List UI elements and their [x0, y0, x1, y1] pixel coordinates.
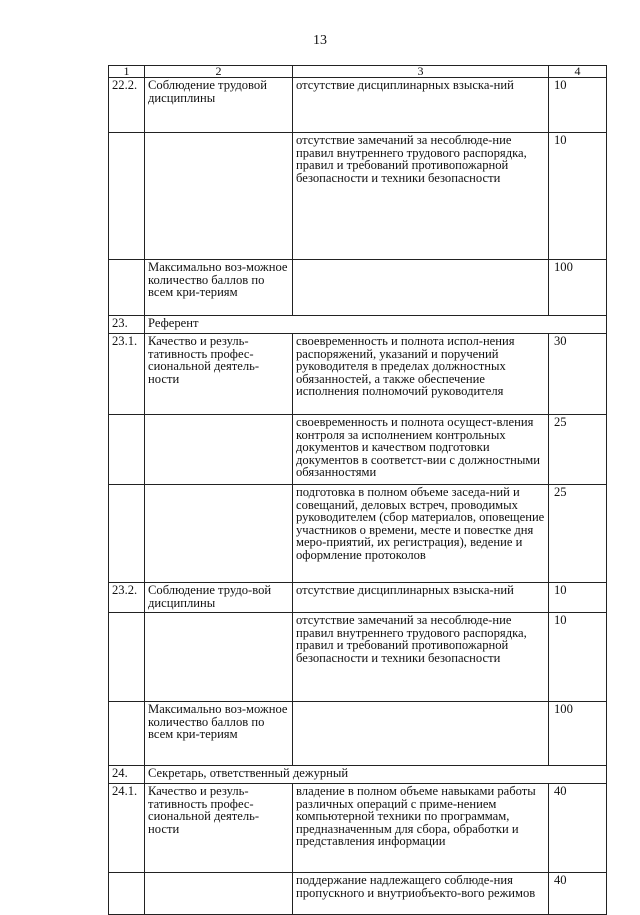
indicator-cell: владение в полном объеме навыками работы различных операций с приме-нением компьютерной техники по программам, предназначенным для сбора, обработки и представления информации: [293, 784, 549, 873]
points-cell: 100: [549, 260, 607, 316]
table-row: [109, 78, 607, 133]
criterion-cell: Качество и резуль-тативность профес-сиональной деятель-ности: [145, 784, 293, 873]
points-cell: 100: [549, 702, 607, 766]
points-cell: 10: [549, 133, 607, 260]
indicator-cell: отсутствие дисциплинарных взыска-ний: [293, 583, 549, 613]
row-number: [109, 613, 145, 702]
page-number: 13: [313, 33, 327, 48]
points-cell: 10: [549, 613, 607, 702]
points-cell: 40: [549, 784, 607, 873]
indicator-cell: [293, 702, 549, 766]
header-cell-2: 2: [145, 66, 293, 78]
indicator-cell: отсутствие замечаний за несоблюде-ние правил внутреннего трудового распорядка, правил и требований противопожарной безопасности и техники безопасности: [293, 133, 549, 260]
table-row: [109, 334, 607, 415]
row-number: 22.2.: [109, 78, 145, 133]
points-cell: 30: [549, 334, 607, 415]
indicator-cell: отсутствие замечаний за несоблюде-ние правил внутреннего трудового распорядка, правил и требований противопожарной безопасности и техники безопасности: [293, 613, 549, 702]
row-number: 23.2.: [109, 583, 145, 613]
table-row: [109, 260, 607, 316]
table-row: [109, 784, 607, 873]
table-row: [109, 583, 607, 613]
header-row: [109, 66, 607, 78]
row-number: [109, 260, 145, 316]
indicator-cell: своевременность и полнота осущест-вления контроля за исполнением контрольных документов и качеством подготовки документов в соответст-вии с должностными обязанностями: [293, 415, 549, 485]
criterion-cell: [145, 613, 293, 702]
indicator-cell: [293, 260, 549, 316]
header-cell-1: 1: [109, 66, 145, 78]
criterion-cell: Максимально воз-можное количество баллов по всем кри-териям: [145, 702, 293, 766]
points-cell: 25: [549, 415, 607, 485]
criterion-cell: [145, 415, 293, 485]
table-row: [109, 485, 607, 583]
table-row: [109, 415, 607, 485]
row-number: 23.: [109, 316, 145, 334]
table-row: [109, 133, 607, 260]
row-number: [109, 702, 145, 766]
indicator-cell: подготовка в полном объеме заседа-ний и совещаний, деловых встреч, проводимых руководителем (сбор материалов, оповещение участников о времени, месте и повестке дня меро-приятий, их регистрация), ведение и оформление протоколов: [293, 485, 549, 583]
section-title: Референт: [145, 316, 607, 334]
header-cell-3: 3: [293, 66, 549, 78]
indicator-cell: отсутствие дисциплинарных взыска-ний: [293, 78, 549, 133]
criterion-cell: Соблюдение трудо-вой дисциплины: [145, 583, 293, 613]
header-cell-4: 4: [549, 66, 607, 78]
criterion-cell: [145, 873, 293, 915]
indicator-cell: своевременность и полнота испол-нения распоряжений, указаний и поручений руководителя в пределах должностных обязанностей, а также обеспечение исполнения полномочий руководителя: [293, 334, 549, 415]
criterion-cell: Качество и резуль-тативность профес-сиональной деятель-ности: [145, 334, 293, 415]
points-cell: 40: [549, 873, 607, 915]
criterion-cell: Соблюдение трудовой дисциплины: [145, 78, 293, 133]
row-number: [109, 873, 145, 915]
row-number: 23.1.: [109, 334, 145, 415]
points-cell: 10: [549, 583, 607, 613]
table-row: [109, 873, 607, 915]
indicator-cell: поддержание надлежащего соблюде-ния пропускного и внутриобъекто-вого режимов: [293, 873, 549, 915]
points-cell: 25: [549, 485, 607, 583]
row-number: [109, 133, 145, 260]
table-row: [109, 702, 607, 766]
section-row: [109, 316, 607, 334]
row-number: 24.1.: [109, 784, 145, 873]
section-row: [109, 766, 607, 784]
criterion-cell: [145, 133, 293, 260]
row-number: [109, 485, 145, 583]
criterion-cell: Максимально воз-можное количество баллов по всем кри-териям: [145, 260, 293, 316]
table-row: [109, 613, 607, 702]
section-title: Секретарь, ответственный дежурный: [145, 766, 607, 784]
points-cell: 10: [549, 78, 607, 133]
criteria-table: [108, 65, 607, 915]
row-number: [109, 415, 145, 485]
criterion-cell: [145, 485, 293, 583]
row-number: 24.: [109, 766, 145, 784]
